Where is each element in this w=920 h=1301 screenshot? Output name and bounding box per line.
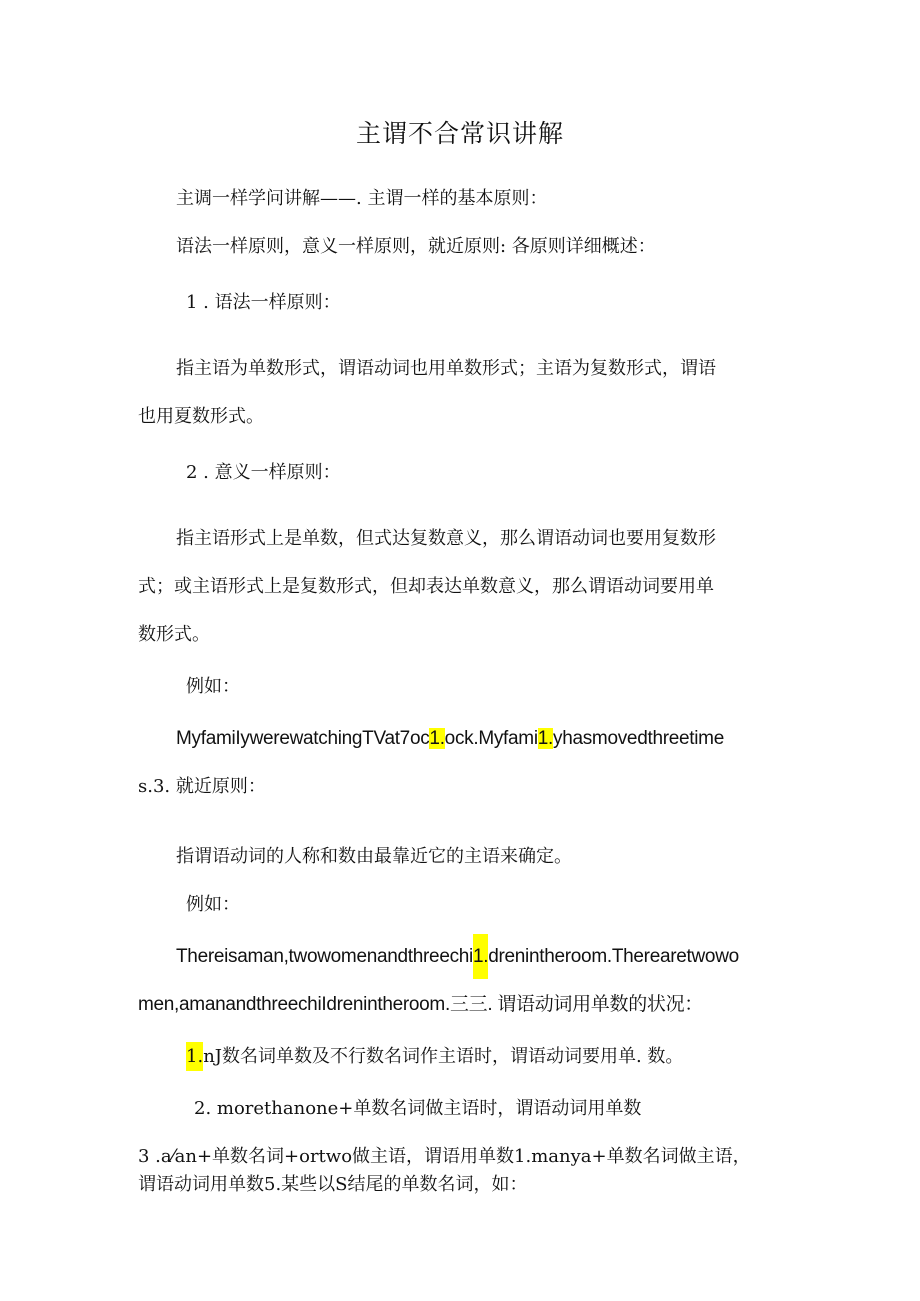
example2-line-2: men,amanandthreechiIdrenintheroom.三三. 谓语动词用单数的状况： — [138, 994, 703, 1015]
rule3-body: 指谓语动词的人称和数由最靠近它的主语来确定。 — [176, 846, 572, 867]
list-item-text: nJ数名词单数及不行数名词作主语时，谓语动词要用单. 数。 — [203, 1046, 684, 1067]
rule2-heading: 2 . 意义一样原则： — [186, 462, 341, 483]
rule2-body-line-3: 数形式。 — [138, 624, 210, 645]
list-item-3-line-1: 3 .a⁄an+单数名词+ortwo做主语，谓语用单数1.manya+单数名词做主语， — [138, 1146, 751, 1167]
example1-text: yhasmovedthreetime — [553, 728, 724, 749]
example1-text: MyfamiIywerewatchingTVat7oc — [176, 728, 430, 749]
example1-text: ock.Myfami — [444, 728, 538, 749]
highlight-mark: 1. — [429, 728, 445, 749]
rule1-body-line-1: 指主语为单数形式，谓语动词也用单数形式；主语为复数形式，谓语 — [176, 358, 716, 379]
document-title: 主谓不合常识讲解 — [355, 119, 564, 148]
rule1-heading: 1 . 语法一样原则： — [186, 292, 341, 313]
highlight-mark: 1. — [473, 934, 488, 979]
list-item-3-line-2: 谓语动词用单数5.某些以S结尾的单数名词，如： — [138, 1174, 528, 1195]
example2-text: drenintheroom.Therearetwowo — [488, 946, 739, 967]
intro-line-1: 主调一样学问讲解——. 主谓一样的基本原则： — [176, 188, 548, 209]
highlight-mark: 1. — [537, 728, 553, 749]
example-label: 例如： — [186, 676, 240, 697]
list-item-2: 2. morethanone+单数名词做主语时，谓语动词用单数 — [194, 1098, 642, 1119]
example2-text: Thereisaman,twowomenandthreechi — [176, 946, 473, 967]
highlight-mark: 1. — [186, 1042, 203, 1071]
list-item-1 — [186, 1044, 683, 1070]
rule1-body-line-2: 也用夏数形式。 — [138, 406, 264, 427]
rule2-body-line-1: 指主语形式上是单数，但式达复数意义，那么谓语动词也要用复数形 — [176, 528, 716, 549]
example1-line-1 — [176, 726, 724, 752]
example-label: 例如： — [186, 894, 240, 915]
example1-line-2: s.3. 就近原则： — [138, 776, 266, 797]
rule2-body-line-2: 式；或主语形式上是复数形式，但却表达单数意义，那么谓语动词要用单 — [138, 576, 714, 597]
example2-line-1 — [176, 944, 739, 970]
intro-line-2: 语法一样原则，意义一样原则，就近原则: 各原则详细概述： — [176, 236, 656, 257]
